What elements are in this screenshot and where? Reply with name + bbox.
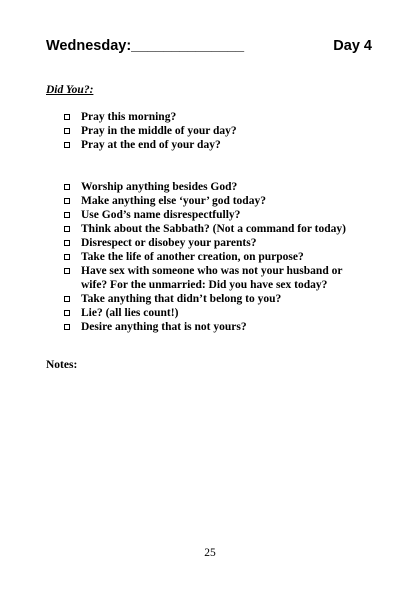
checklist-item-text: Make anything else ‘your’ god today? <box>81 195 266 207</box>
day-label: Wednesday:______________ <box>46 38 245 54</box>
checklist-item-text: Take anything that didn’t belong to you? <box>81 293 282 305</box>
checklist-item-text: Worship anything besides God? <box>81 181 238 193</box>
checkbox-bullet-icon <box>64 240 70 246</box>
checklist-item <box>63 138 383 152</box>
checkbox-bullet-icon <box>64 198 70 204</box>
checklist-item <box>63 250 383 264</box>
checkbox-bullet-icon <box>64 212 70 218</box>
checklist-item-text: Desire anything that is not yours? <box>81 321 247 333</box>
checkbox-bullet-icon <box>64 254 70 260</box>
checkbox-bullet-icon <box>64 142 70 148</box>
checkbox-bullet-icon <box>64 296 70 302</box>
prayer-checklist <box>63 110 383 152</box>
checklist-item-continuation <box>63 278 383 292</box>
checklist-item <box>63 292 383 306</box>
commandments-checklist <box>63 180 383 334</box>
checkbox-bullet-icon <box>64 310 70 316</box>
checklist-item-text: Use God’s name disrespectfully? <box>81 209 241 221</box>
checklist-item <box>63 222 383 236</box>
checkbox-bullet-icon <box>64 226 70 232</box>
day-number: Day 4 <box>333 38 372 54</box>
checkbox-bullet-icon <box>64 128 70 134</box>
notes-label: Notes: <box>46 359 78 371</box>
page-number: 25 <box>204 547 216 559</box>
checkbox-bullet-icon <box>64 114 70 120</box>
checklist-item <box>63 264 383 278</box>
checklist-item-text: Pray this morning? <box>81 111 177 123</box>
checklist-item <box>63 208 383 222</box>
checklist-item <box>63 110 383 124</box>
checklist-item-text: Have sex with someone who was not your husband or <box>81 265 343 277</box>
checklist-item <box>63 194 383 208</box>
checklist-item-text: wife? For the unmarried: Did you have sex today? <box>81 279 328 291</box>
checklist-item <box>63 236 383 250</box>
page-header <box>46 37 372 55</box>
checkbox-bullet-icon <box>64 184 70 190</box>
checklist-item-text: Pray in the middle of your day? <box>81 125 237 137</box>
checklist-item <box>63 306 383 320</box>
section-title: Did You?: <box>46 84 94 96</box>
checkbox-bullet-icon <box>64 324 70 330</box>
checklist-item-text: Lie? (all lies count!) <box>81 307 179 319</box>
checklist-item-text: Disrespect or disobey your parents? <box>81 237 257 249</box>
checklist-item-text: Think about the Sabbath? (Not a command for today) <box>81 223 346 235</box>
checklist-item <box>63 320 383 334</box>
checkbox-bullet-icon <box>64 268 70 274</box>
checklist-item-text: Pray at the end of your day? <box>81 139 221 151</box>
checklist-item <box>63 124 383 138</box>
checklist-item <box>63 180 383 194</box>
checklist-item-text: Take the life of another creation, on purpose? <box>81 251 304 263</box>
